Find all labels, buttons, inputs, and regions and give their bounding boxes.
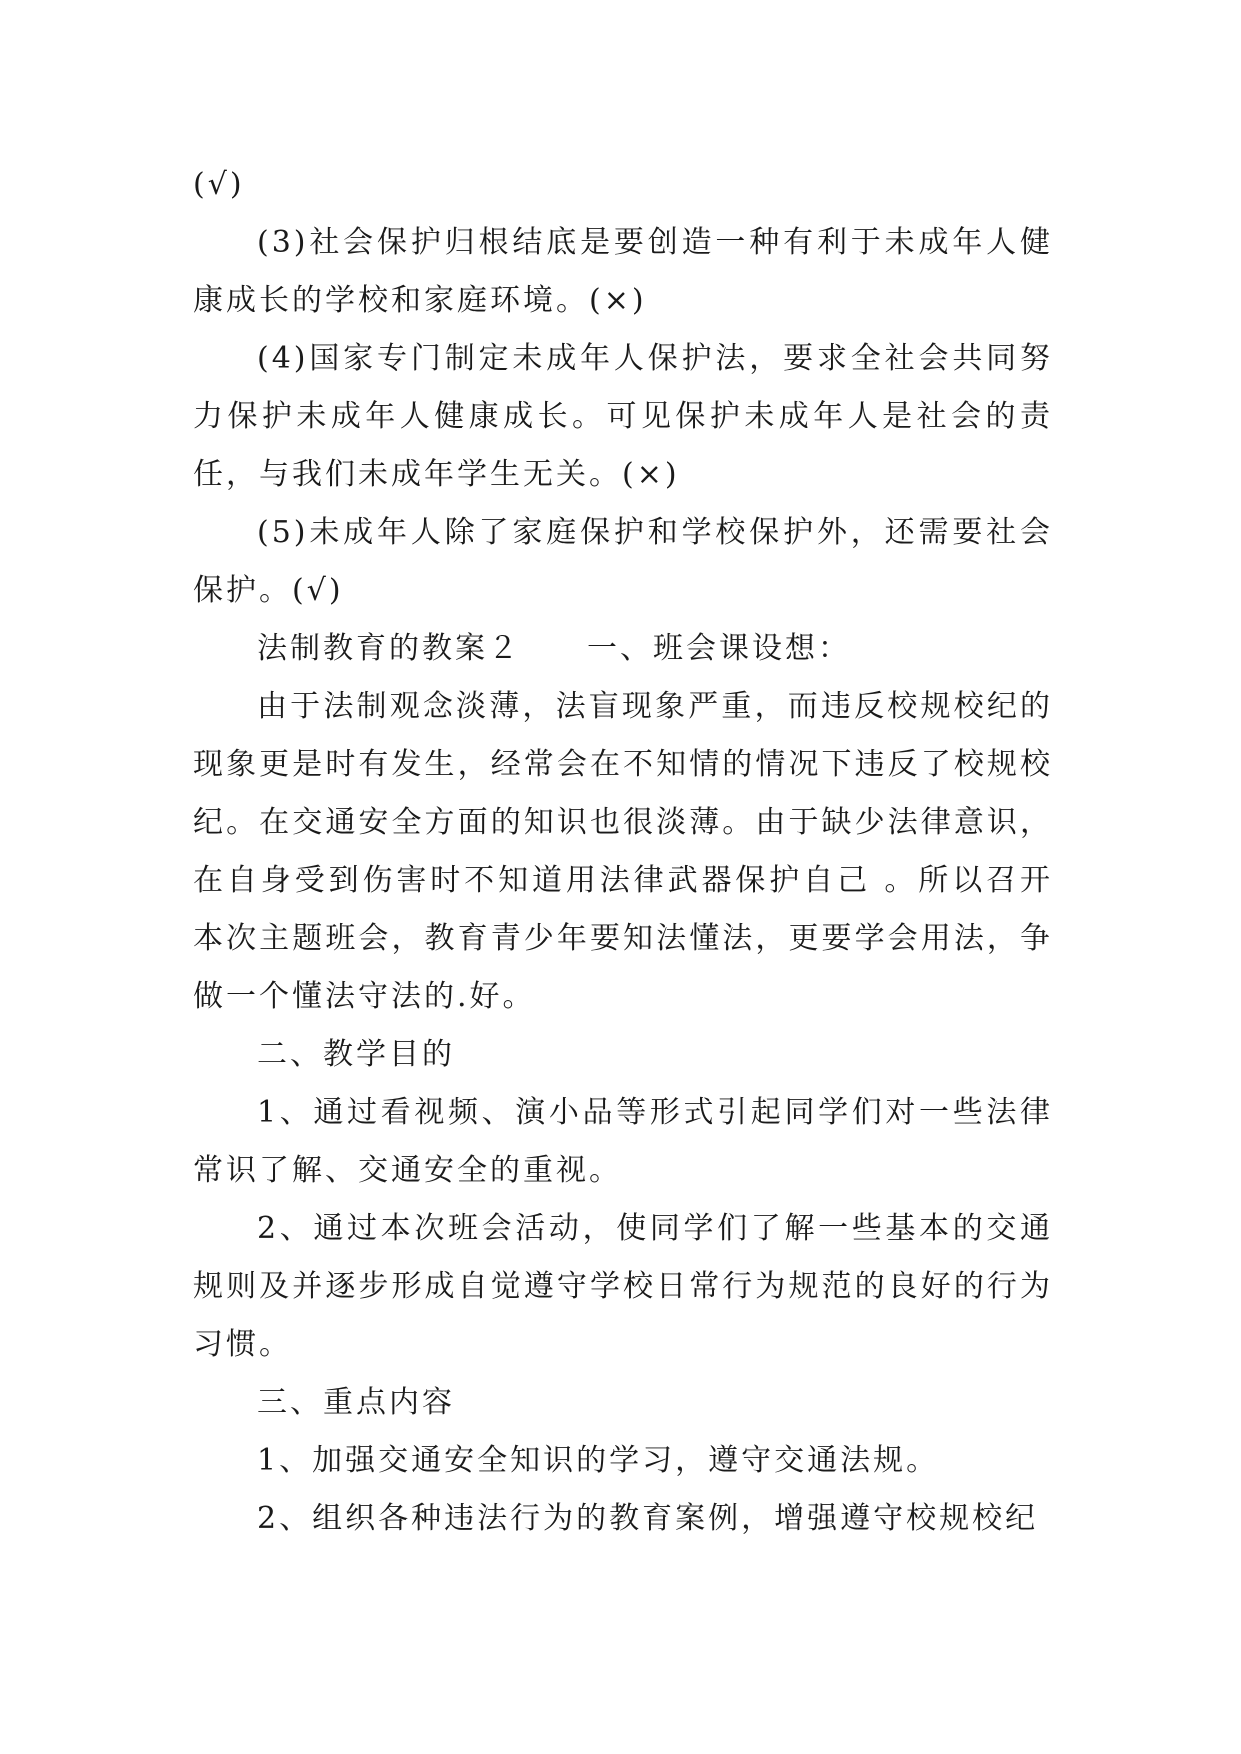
paragraph-background: 由于法制观念淡薄，法盲现象严重，而违反校规校纪的现象更是时有发生，经常会在不知情的情况下违反了校规校纪。在交通安全方面的知识也很淡薄。由于缺少法律意识，在自身受到伤害时不知道用法律武器保护自己 。所以召开本次主题班会，教育青少年要知法懂法，更要学会用法，争做一个懂法守法的.好。 xyxy=(193,689,1053,1014)
document-body xyxy=(193,156,1053,1548)
paragraph-item-5: (5)未成年人除了家庭保护和学校保护外，还需要社会保护。(√) xyxy=(193,515,1053,608)
section-heading-key-content: 三、重点内容 xyxy=(257,1385,455,1420)
paragraph-key-2: 2、组织各种违法行为的教育案例，增强遵守校规校纪 xyxy=(257,1501,1039,1536)
paragraph-item-3: (3)社会保护归根结底是要创造一种有利于未成年人健康成长的学校和家庭环境。(×) xyxy=(193,225,1053,318)
paragraph-answer-check: (√) xyxy=(193,167,245,202)
section-heading-lesson-plan-2: 法制教育的教案２ 一、班会课设想： xyxy=(257,631,851,666)
section-heading-teaching-goals: 二、教学目的 xyxy=(257,1037,455,1072)
paragraph-item-4: (4)国家专门制定未成年人保护法，要求全社会共同努力保护未成年人健康成长。可见保护未成年人是社会的责任，与我们未成年学生无关。(×) xyxy=(193,341,1053,492)
paragraph-goal-1: 1、通过看视频、演小品等形式引起同学们对一些法律常识了解、交通安全的重视。 xyxy=(193,1095,1053,1188)
paragraph-goal-2: 2、通过本次班会活动，使同学们了解一些基本的交通规则及并逐步形成自觉遵守学校日常行为规范的良好的行为习惯。 xyxy=(193,1211,1053,1362)
paragraph-key-1: 1、加强交通安全知识的学习，遵守交通法规。 xyxy=(257,1443,940,1478)
